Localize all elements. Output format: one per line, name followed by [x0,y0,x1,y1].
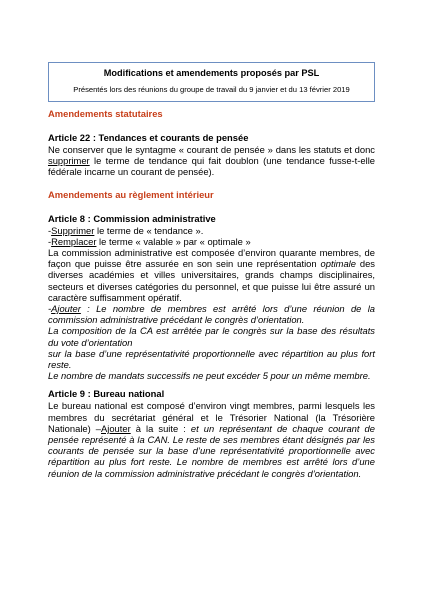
article-9-paragraph [48,400,375,478]
article-22-title: Article 22 : Tendances et courants de pensée [48,132,249,143]
article-8-line-2 [48,236,375,247]
article-9-para-italic: et un représentant de chaque courant de pensée représenté à la CAN. Le reste de ses membres étant désignés par les courants de pensée sur la base d’une représentativité proportionnelle avec répartition au plus fort reste. Le nombre de membres est arrêté lors d’une réunion de la commission administrative précédant le congrès d’orientation. [48,422,375,479]
article-8-italic-2: La composition de la CA est arrêtée par le congrès sur la base des résultats du vote d’orientation [48,325,375,348]
article-8-line-2-dash: - [48,235,52,247]
article-8-line-1-rest: le terme de « tendance ». [94,224,204,236]
article-9-para-a: Le bureau national est composé d’environ vingt membres, parmi lesquels les membres du secrétariat général et le Trésorier National (la Trésorière Nationale) – [48,400,375,434]
article-8-ajouter-dash: - [48,303,52,315]
article-8-ajouter [48,303,375,325]
document-subtitle: Présentés lors des réunions du groupe de travail du 9 janvier et du 13 février 2019 [73,85,350,94]
article-8-line-1-underlined: Supprimer [51,224,95,236]
article-8-italic-4: Le nombre de mandats successifs ne peut excéder 5 pour un même membre. [48,370,371,382]
document-body [48,108,375,479]
article-8-line-2-rest: le terme « valable » par « optimale » [96,235,251,247]
article-22-paragraph [48,144,375,178]
article-9-underlined: Ajouter [101,422,131,434]
article-22-text-b: le terme de tendance qui fait doublon (une tendance fusse-t-elle fédérale incarne un courant de pensée). [48,155,375,178]
article-8-para-italic: optimale [320,258,356,270]
article-8-para-a: La commission administrative est composée d’environ quarante membres, de façon que puisse être assurée en son sein une représentation [48,247,375,270]
section-heading-internal-rules: Amendements au règlement intérieur [48,188,214,200]
article-8-title: Article 8 : Commission administrative [48,212,216,224]
article-8-paragraph [48,247,375,303]
article-8-ajouter-underlined: Ajouter [51,303,81,315]
header-box [48,62,375,102]
document-title: Modifications et amendements proposés par PSL [103,68,320,78]
article-8-ajouter-rest: : Le nombre de membres est arrêté lors d’une réunion de la commission administrative précédant le congrès d’orientation. [48,303,375,326]
article-8-line-1-dash: - [48,224,52,236]
article-9-para-mid: à la suite : [130,422,191,434]
article-22-underlined: supprimer [48,155,90,167]
article-8-line-2-underlined: Remplacer [51,235,97,247]
section-heading-statutes: Amendements statutaires [48,108,163,119]
article-8-italic-3: sur la base d’une représentativité proportionnelle avec répartition au plus fort reste. [48,347,375,371]
article-8-para-b: des diverses académies et villes universitaires, grands champs disciplinaires, secteurs et diverses catégories du personnel, et que puisse lui être assuré un caractère suffisamment opératif. [48,258,375,303]
article-8-line-1 [48,225,375,236]
article-9-title: Article 9 : Bureau national [48,388,165,400]
article-22-text-a: Ne conserver que le syntagme « courant de pensée » dans les statuts et donc [48,144,375,155]
